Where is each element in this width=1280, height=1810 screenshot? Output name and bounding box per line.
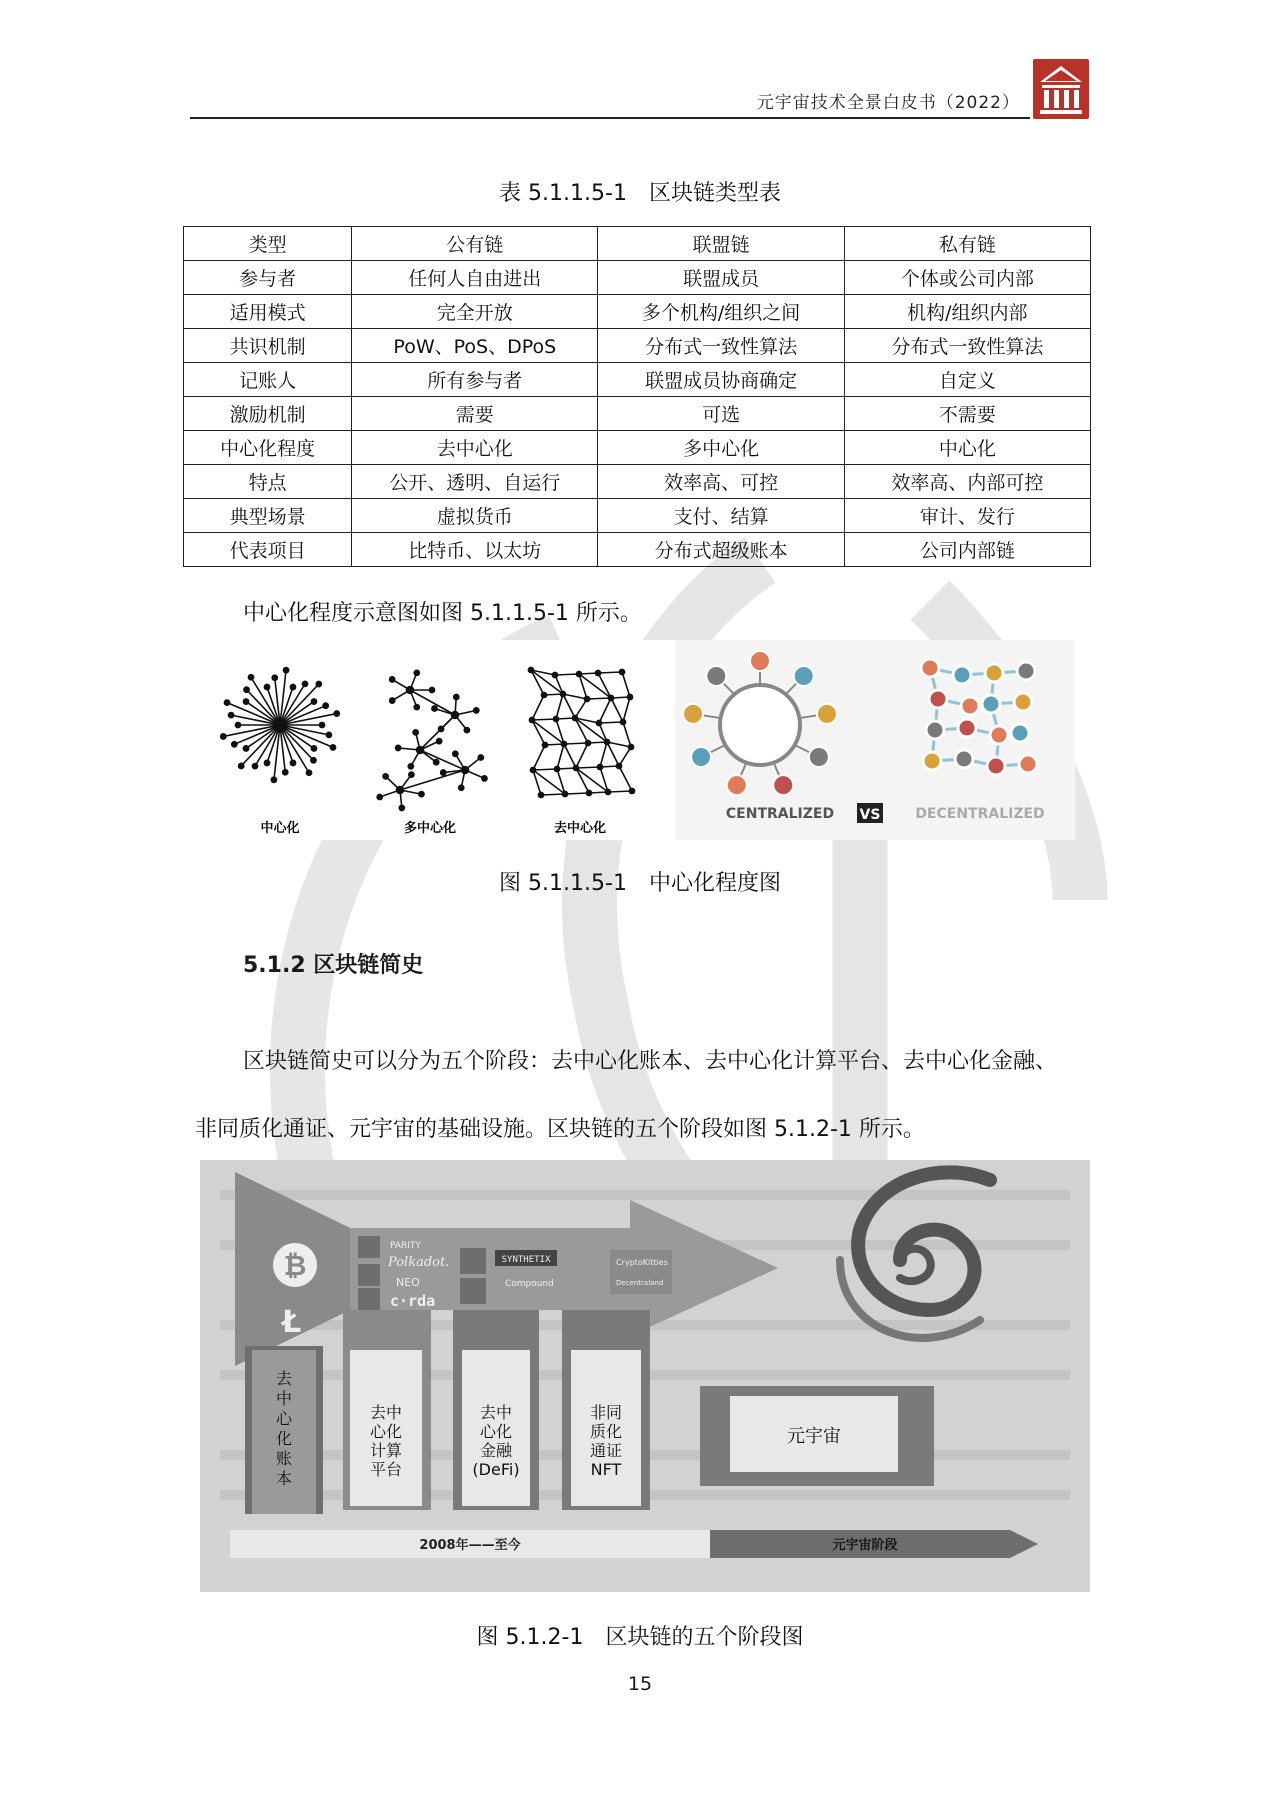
decentraland-logo: Decentraland <box>616 1279 664 1287</box>
figure2-caption: 图 5.1.2-1 区块链的五个阶段图 <box>476 1625 804 1650</box>
stage-2-line: 去中 <box>369 1403 403 1422</box>
table-cell: 虚拟货币 <box>352 499 598 533</box>
table-cell: 参与者 <box>184 261 352 295</box>
vs-text: VS <box>859 807 881 823</box>
figure1-caption: 图 5.1.1.5-1 中心化程度图 <box>499 871 781 896</box>
decentralized-label: 去中心化 <box>553 821 607 836</box>
stage-4-line: NFT <box>590 1460 622 1479</box>
table-cell: 分布式超级账本 <box>598 533 844 567</box>
section-heading: 5.1.2 区块链简史 <box>243 953 424 978</box>
stage-3-line: 心化 <box>479 1422 513 1441</box>
table-cell: 可选 <box>598 397 844 431</box>
centralized-vs-decentralized-illustration <box>675 640 1075 840</box>
table-cell: 共识机制 <box>184 329 352 363</box>
table-row <box>184 261 1091 295</box>
timeline-right-label: 元宇宙阶段 <box>832 1538 898 1553</box>
stage-4-line: 质化 <box>589 1422 623 1441</box>
table-cell: 机构/组织内部 <box>844 295 1090 329</box>
paragraph-line: 区块链简史可以分为五个阶段：去中心化账本、去中心化计算平台、去中心化金融、 <box>243 1049 1058 1074</box>
table-row <box>184 533 1091 567</box>
bitcoin-icon: ₿ <box>283 1249 307 1282</box>
table-cell: PoW、PoS、DPoS <box>352 329 598 363</box>
table-cell: 多个机构/组织之间 <box>598 295 844 329</box>
stage-2-line: 计算 <box>369 1441 403 1460</box>
table-header-cell: 类型 <box>184 227 352 261</box>
stage-5-box <box>700 1386 934 1486</box>
table-cell: 支付、结算 <box>598 499 844 533</box>
stage-2-box <box>343 1310 431 1510</box>
table-cell: 适用模式 <box>184 295 352 329</box>
table-cell: 去中心化 <box>352 431 598 465</box>
table-row <box>184 431 1091 465</box>
centralized-label: 中心化 <box>260 821 300 836</box>
table-header-cell: 私有链 <box>844 227 1090 261</box>
polkadot-logo: Polkadot. <box>388 1255 450 1270</box>
stage-2-line: 平台 <box>369 1460 403 1479</box>
table-row <box>184 465 1091 499</box>
stage-4-box <box>562 1310 650 1510</box>
table-row <box>184 363 1091 397</box>
table-cell: 个体或公司内部 <box>844 261 1090 295</box>
stage-1-box <box>245 1346 323 1514</box>
table-caption: 表 5.1.1.5-1 区块链类型表 <box>499 181 781 206</box>
blockchain-stages-figure <box>200 1160 1090 1592</box>
table-cell: 公开、透明、自运行 <box>352 465 598 499</box>
table-cell: 不需要 <box>844 397 1090 431</box>
multi-center-label: 多中心化 <box>403 821 457 836</box>
table-cell: 中心化程度 <box>184 431 352 465</box>
stage-4-line: 通证 <box>589 1441 623 1460</box>
synthetix-logo: SYNTHETIX <box>501 1255 551 1265</box>
table-cell: 需要 <box>352 397 598 431</box>
table-row <box>184 397 1091 431</box>
litecoin-icon: Ł <box>282 1305 302 1340</box>
stage-1-char: 化 <box>275 1429 293 1448</box>
stage-2-line: 心化 <box>369 1422 403 1441</box>
table-cell: 所有参与者 <box>352 363 598 397</box>
stage-1-char: 中 <box>275 1389 293 1408</box>
table-cell: 典型场景 <box>184 499 352 533</box>
cryptokitties-logo: CryptoKitties <box>616 1258 668 1267</box>
table-cell: 多中心化 <box>598 431 844 465</box>
parity-logo: PARITY <box>390 1241 421 1251</box>
table-cell: 联盟成员协商确定 <box>598 363 844 397</box>
centralized-text: CENTRALIZED <box>725 806 835 822</box>
table-cell: 完全开放 <box>352 295 598 329</box>
table-cell: 效率高、内部可控 <box>844 465 1090 499</box>
stage-3-line: 去中 <box>479 1403 513 1422</box>
table-row <box>184 295 1091 329</box>
table-header-cell: 公有链 <box>352 227 598 261</box>
table-cell: 比特币、以太坊 <box>352 533 598 567</box>
decentralized-text: DECENTRALIZED <box>915 806 1045 822</box>
table-cell: 激励机制 <box>184 397 352 431</box>
table-row <box>184 499 1091 533</box>
stage-3-line: 金融 <box>479 1441 513 1460</box>
table-cell: 记账人 <box>184 363 352 397</box>
table-cell: 自定义 <box>844 363 1090 397</box>
blockchain-type-table <box>183 226 1091 567</box>
table-cell: 特点 <box>184 465 352 499</box>
stage-5-label: 元宇宙 <box>787 1426 841 1447</box>
stage-4-line: 非同 <box>589 1403 623 1422</box>
stage-3-line: (DeFi) <box>472 1460 520 1479</box>
timeline-left-label: 2008年——至今 <box>419 1538 521 1553</box>
table-cell: 审计、发行 <box>844 499 1090 533</box>
stage-1-char: 账 <box>275 1449 293 1468</box>
centralization-figure <box>215 640 1075 840</box>
paragraph-line: 非同质化通证、元宇宙的基础设施。区块链的五个阶段如图 5.1.2-1 所示。 <box>195 1117 925 1142</box>
table-cell: 效率高、可控 <box>598 465 844 499</box>
stage-1-char: 本 <box>275 1469 293 1488</box>
cardano-logo: c·rda <box>390 1292 436 1310</box>
table-cell: 任何人自由进出 <box>352 261 598 295</box>
neo-logo: NEO <box>396 1276 420 1289</box>
stage-1-char: 去 <box>275 1369 293 1388</box>
stage-1-char: 心 <box>275 1409 293 1428</box>
timeline-bar <box>230 1530 1038 1558</box>
figure-intro-text: 中心化程度示意图如图 5.1.1.5-1 所示。 <box>243 601 642 626</box>
table-cell: 公司内部链 <box>844 533 1090 567</box>
table-cell: 分布式一致性算法 <box>844 329 1090 363</box>
header-title: 元宇宙技术全景白皮书（2022） <box>756 93 1020 113</box>
table-header-cell: 联盟链 <box>598 227 844 261</box>
compound-logo: Compound <box>505 1279 554 1289</box>
table-cell: 中心化 <box>844 431 1090 465</box>
table-cell: 联盟成员 <box>598 261 844 295</box>
stage-3-box <box>453 1310 539 1510</box>
page-number: 15 <box>627 1673 653 1695</box>
icdt-logo <box>1032 58 1090 120</box>
header-rule <box>190 117 1030 119</box>
table-cell: 分布式一致性算法 <box>598 329 844 363</box>
table-header-row <box>184 227 1091 261</box>
table-cell: 代表项目 <box>184 533 352 567</box>
table-row <box>184 329 1091 363</box>
